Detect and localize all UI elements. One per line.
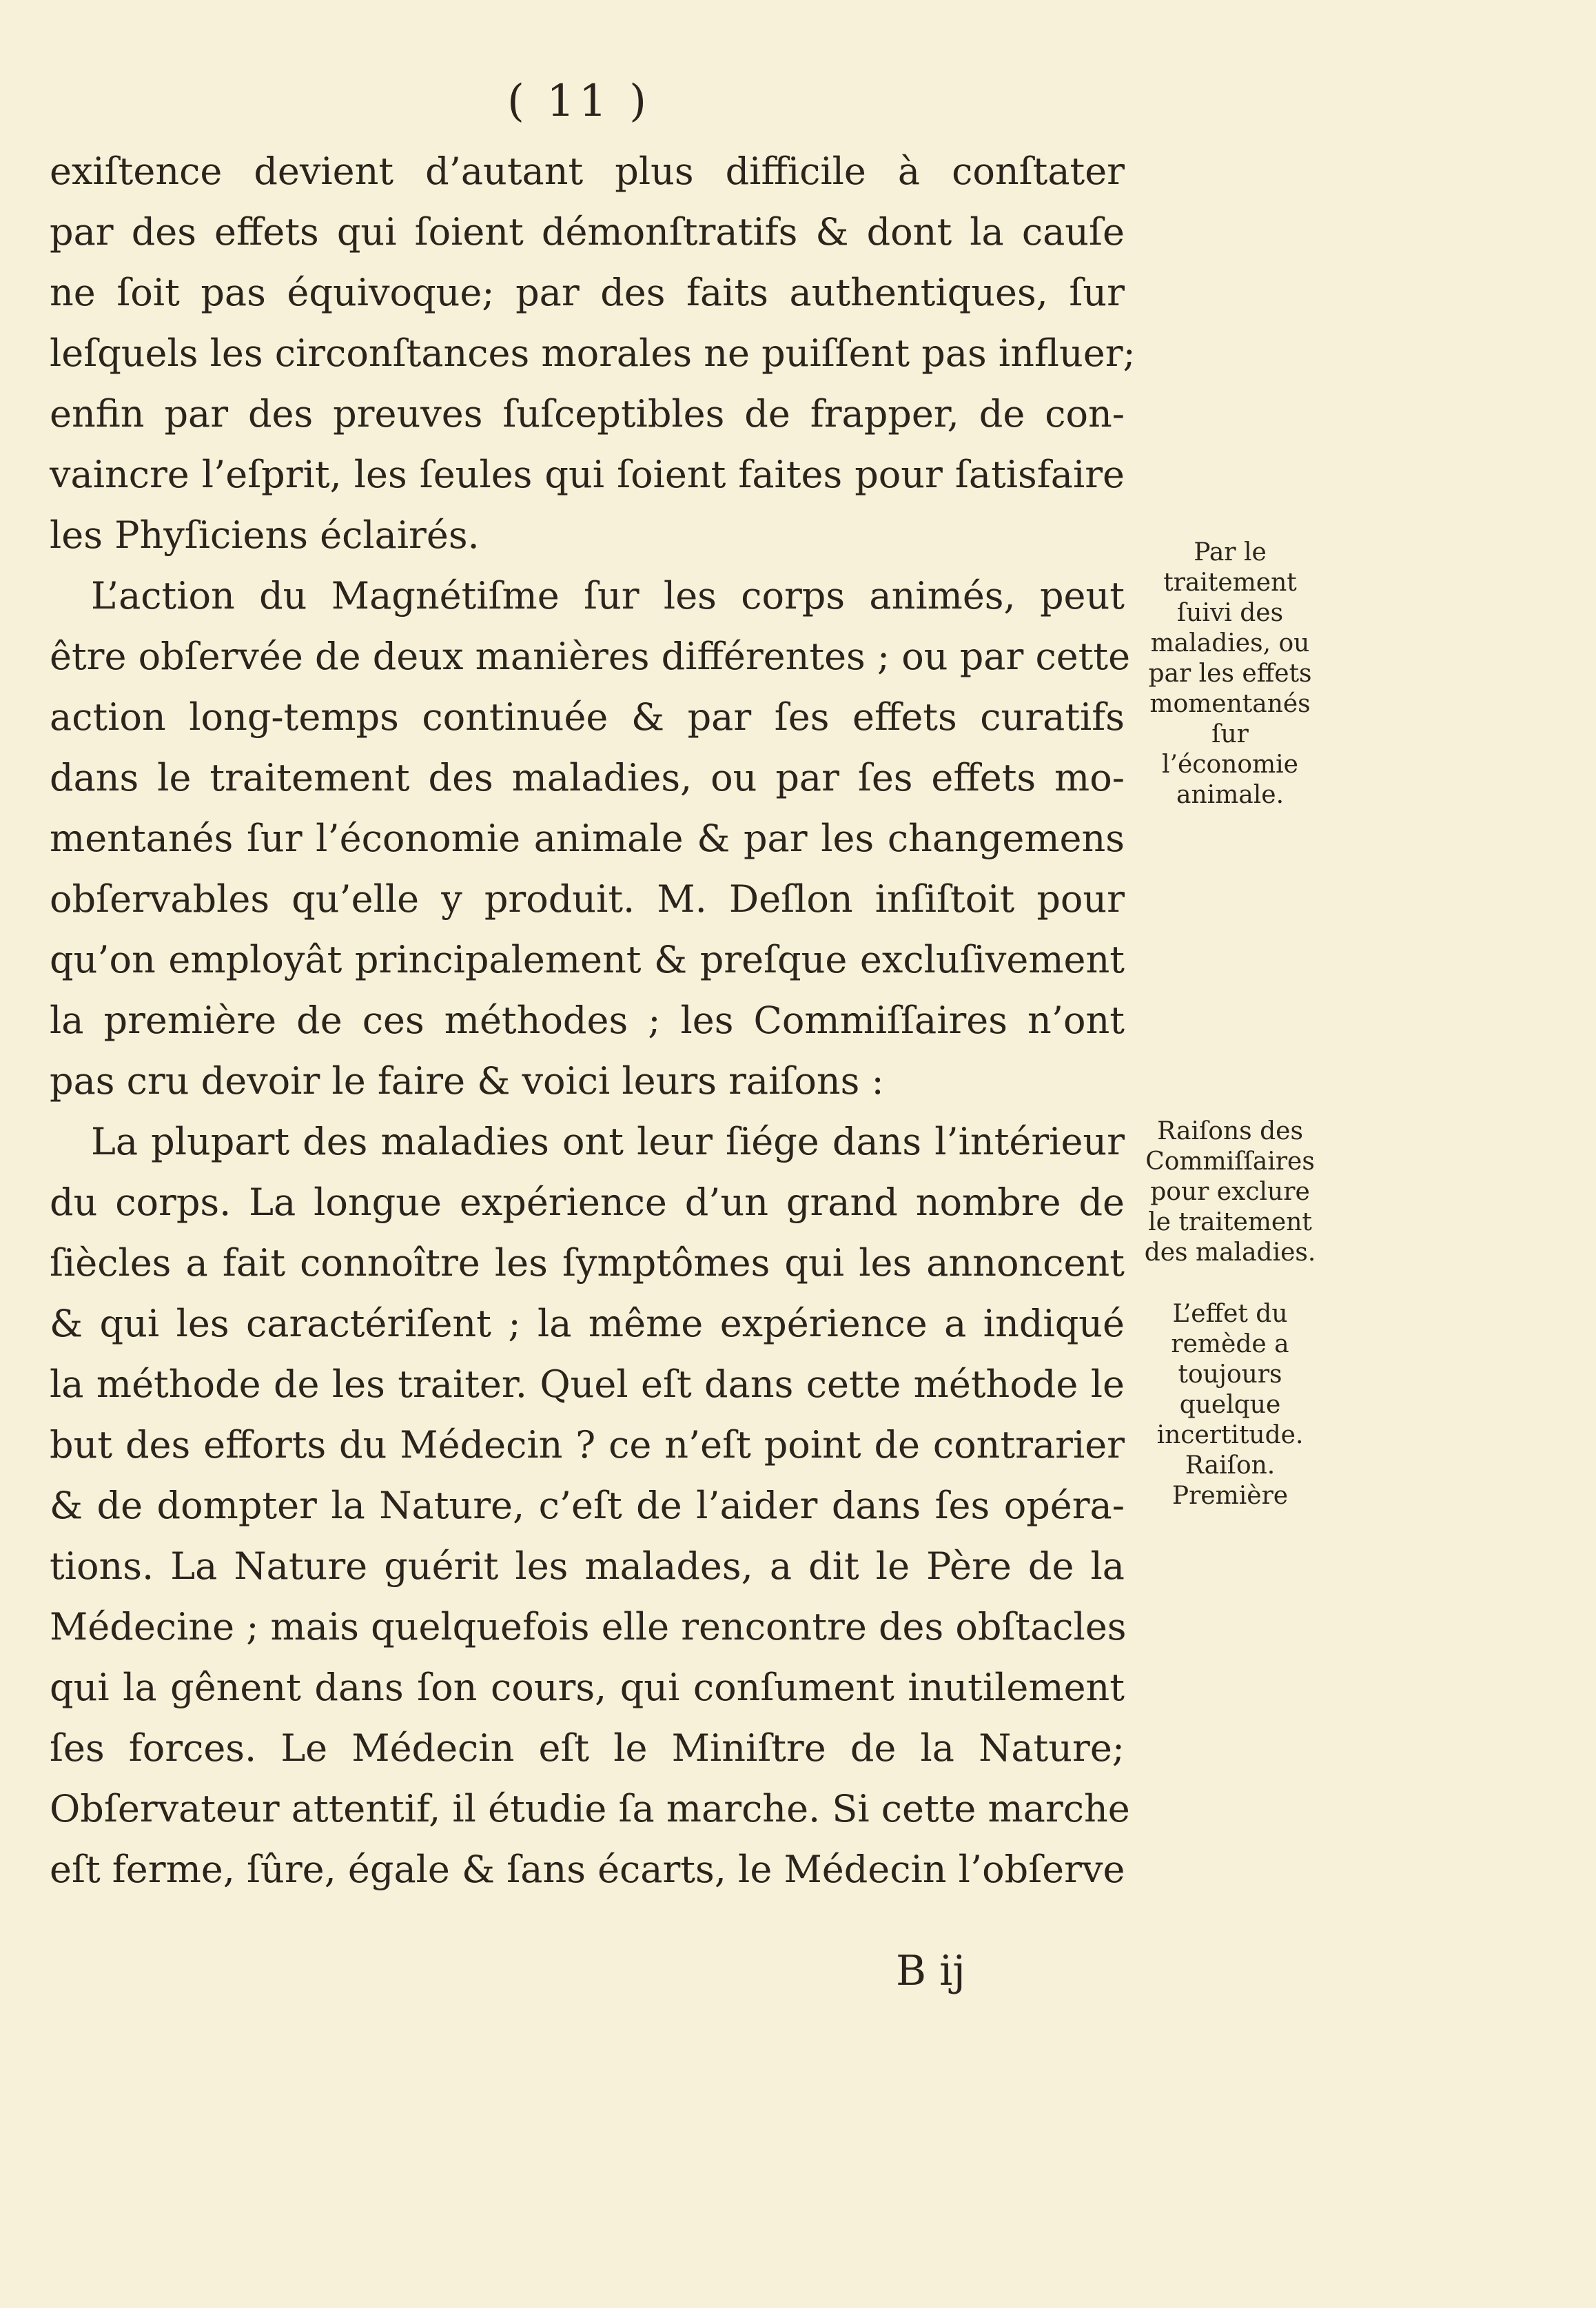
margin-note-line: ſuivi des	[1176, 599, 1284, 627]
body-line: vaincre l’eſprit, les ſeules qui ſoient faites pour ſatisfaire	[50, 453, 1125, 496]
margin-note-effet-du-remede	[1130, 1299, 1330, 1511]
margin-note-line: maladies, ou	[1150, 629, 1310, 657]
signature-mark: B ij	[896, 1947, 965, 1995]
body-line: la méthode de les traiter. Quel eſt dans cette méthode le	[50, 1362, 1125, 1406]
margin-note-line: l’économie	[1162, 750, 1298, 779]
body-line: qui la gênent dans ſon cours, qui conſument inutilement	[50, 1666, 1125, 1709]
body-line: eſt ferme, ſûre, égale & ſans écarts, le Médecin l’obſerve	[50, 1848, 1125, 1891]
body-line: ſiècles a fait connoître les ſymptômes qui les annoncent	[50, 1241, 1125, 1285]
margin-note-line: Commiſſaires	[1145, 1147, 1315, 1176]
margin-note-line: momentanés	[1149, 690, 1311, 718]
body-line: ne ſoit pas équivoque; par des faits authentiques, ſur	[50, 271, 1125, 314]
body-line: dans le traitement des maladies, ou par ſes effets mo-	[50, 756, 1125, 799]
margin-note-traitement	[1130, 538, 1330, 810]
margin-note-line: L’effet du	[1172, 1300, 1288, 1328]
body-text	[50, 141, 1136, 1900]
body-line: & de dompter la Nature, c’eſt de l’aider dans ſes opéra-	[50, 1484, 1125, 1527]
margin-note-line: traitement	[1163, 569, 1297, 597]
margin-note-line: remède a	[1171, 1330, 1289, 1358]
body-line: par des effets qui ſoient démonſtratifs & dont la cauſe	[50, 210, 1125, 254]
body-line: obſervables qu’elle y produit. M. Deſlon inſiſtoit pour	[50, 877, 1125, 921]
margin-note-line: Par le	[1194, 538, 1267, 566]
margin-note-line: Raiſons des	[1157, 1117, 1303, 1145]
body-line: tions. La Nature guérit les malades, a dit le Père de la	[50, 1544, 1125, 1588]
margin-note-raisons-commissaires	[1130, 1116, 1330, 1268]
body-line: Médecine ; mais quelquefois elle rencontre des obſtacles	[50, 1605, 1127, 1648]
body-line: enfin par des preuves ſuſceptibles de frapper, de con-	[50, 392, 1125, 436]
margin-note-line: Raiſon.	[1185, 1451, 1276, 1480]
body-line: action long-temps continuée & par ſes effets curatifs	[50, 695, 1125, 739]
body-line: mentanés ſur l’économie animale & par les changemens	[50, 817, 1125, 860]
body-line: La plupart des maladies ont leur ſiége dans l’intérieur	[91, 1120, 1125, 1163]
body-line: & qui les caractériſent ; la même expérience a indiqué	[50, 1302, 1125, 1345]
margin-note-line: animale.	[1176, 781, 1285, 809]
margin-note-line: quelque	[1179, 1391, 1281, 1419]
body-line: Obſervateur attentif, il étudie ſa marche. Si cette marche	[50, 1787, 1130, 1830]
body-line: les Phyſiciens éclairés.	[50, 513, 480, 557]
margin-note-line: Première	[1172, 1482, 1289, 1510]
margin-note-line: le traitement	[1148, 1208, 1312, 1236]
margin-note-line: ſur	[1211, 720, 1249, 748]
page-number: ( 11 )	[507, 76, 651, 127]
body-line: être obſervée de deux manières différentes ; ou par cette	[50, 635, 1131, 678]
body-line: du corps. La longue expérience d’un grand nombre de	[50, 1181, 1125, 1224]
body-line: ſes forces. Le Médecin eſt le Miniſtre de la Nature;	[50, 1726, 1125, 1770]
margin-note-line: toujours	[1178, 1360, 1282, 1389]
margin-note-line: par les effets	[1148, 660, 1312, 688]
body-line: L’action du Magnétiſme ſur les corps animés, peut	[91, 574, 1125, 617]
margin-note-line: pour exclure	[1150, 1178, 1310, 1206]
margin-note-line: des maladies.	[1144, 1238, 1316, 1267]
margin-note-line: incertitude.	[1156, 1421, 1304, 1449]
body-line: leſquels les circonſtances morales ne puiſſent pas influer;	[50, 331, 1136, 375]
body-line: qu’on employât principalement & preſque excluſivement	[50, 938, 1125, 981]
body-line: pas cru devoir le faire & voici leurs raiſons :	[50, 1059, 884, 1103]
body-line: but des efforts du Médecin ? ce n’eſt point de contrarier	[50, 1423, 1125, 1467]
body-line: la première de ces méthodes ; les Commiſſaires n’ont	[50, 999, 1125, 1042]
body-line: exiſtence devient d’autant plus difficile à conſtater	[50, 150, 1125, 193]
